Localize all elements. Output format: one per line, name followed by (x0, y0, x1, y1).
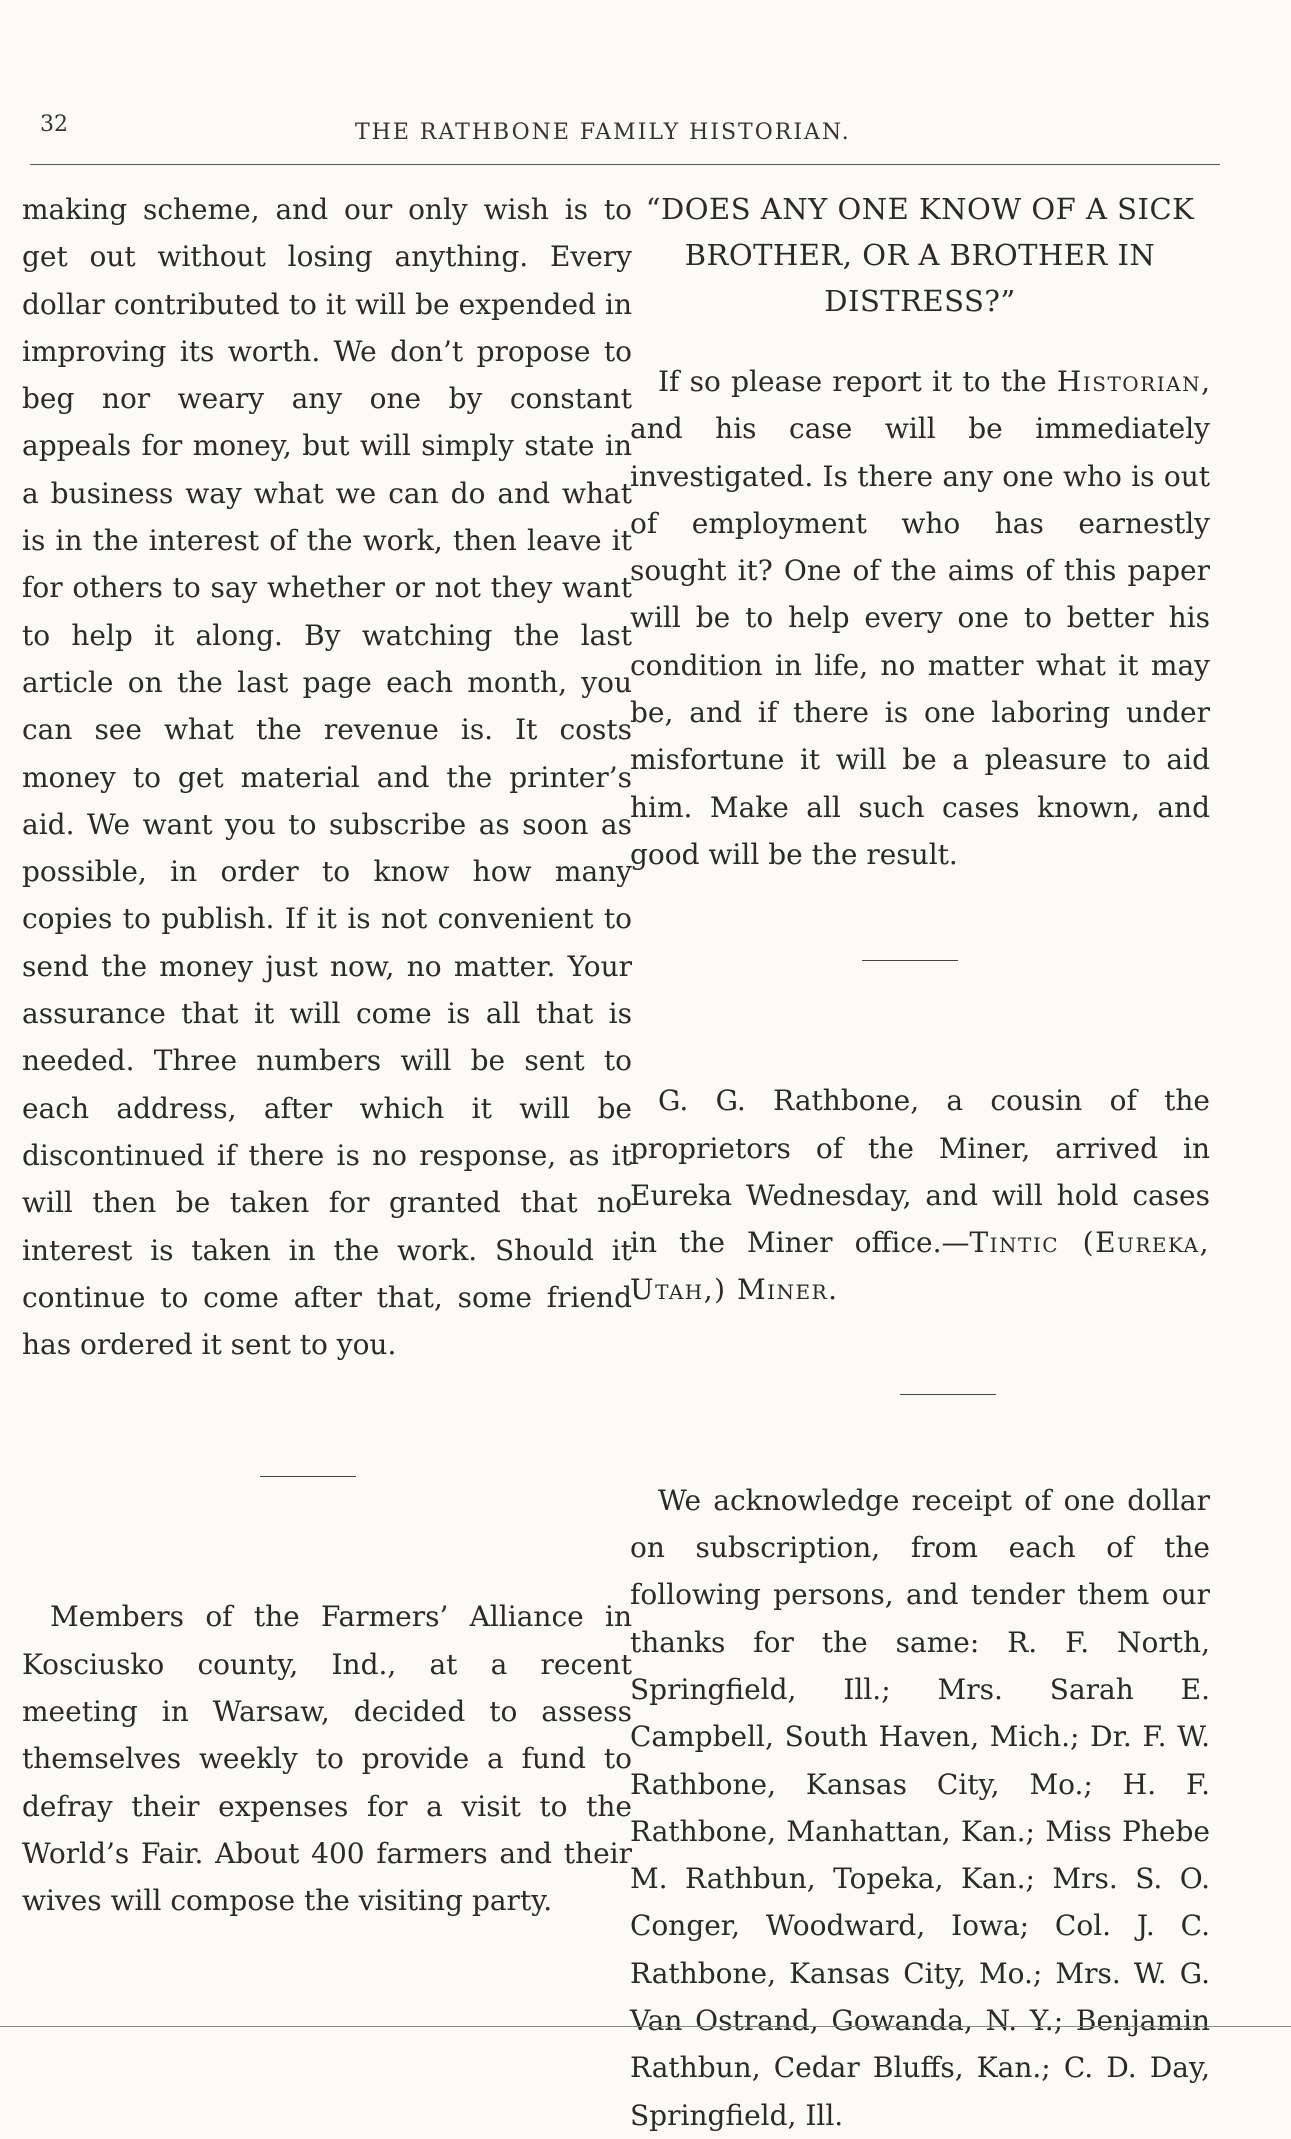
notice-body-rest: , and his case will be immediately investigated. Is there any one who is out of employment who has earnestly sought it? One of the aims of this paper will be to help every one to better his condition in life, no matter what it may be, and if there is one laboring under misfortune it will be a pleasure to aid him. Make all such cases known, and good will be the result. (630, 365, 1210, 871)
running-head: THE RATHBONE FAMILY HISTORIAN. (355, 120, 851, 145)
notice-body-start: If so please report it to the (658, 365, 1057, 398)
section-divider (862, 960, 958, 961)
header-rule (30, 164, 1220, 165)
section-divider (260, 1476, 356, 1477)
notice-heading: “DOES ANY ONE KNOW OF A SICK BROTHER, OR A BROTHER IN DISTRESS?” (645, 192, 1195, 318)
acknowledgement-item: We acknowledge receipt of one dollar on subscription, from each of the following persons, and tender them our thanks for the same: R. F. North, Springfield, Ill.; Mrs. Sarah E. Campbell, South Haven, Mich.; Dr. F. W. Rathbone, Kansas City, Mo.; H. F. Rathbone, Manhattan, Kan.; Miss Phebe M. Rathbun, Topeka, Kan.; Mrs. S. O. Conger, Woodward, Iowa; Col. J. C. Rathbone, Kansas City, Mo.; Mrs. W. G. Van Ostrand, Gowanda, N. Y.; Benjamin Rathbun, Cedar Bluffs, Kan.; C. D. Day, Springfield, Ill. (630, 1483, 1210, 2132)
continued-paragraph: making scheme, and our only wish is to get out without losing anything. Every dollar contributed to it will be expended in improving its worth. We don’t propose to beg nor weary any one by constant appeals for money, but will simply state in a business way what we can do and what is in the interest of the work, then leave it for others to say whether or not they want to help it along. By watching the last article on the last page each month, you can see what the revenue is. It costs money to get material and the printer’s aid. We want you to subscribe as soon as possible, in order to know how many copies to publish. If it is not convenient to send the money just now, no matter. Your assurance that it will come is all that is needed. Three numbers will be sent to each address, after which it will be discontinued if there is no response, as it will then be taken for granted that no interest is taken in the work. Should it continue to come after that, some friend has ordered it sent to you. (22, 193, 632, 1362)
historian-name: Historian (1056, 365, 1202, 398)
bottom-rule (0, 2026, 1291, 2027)
section-divider (900, 1394, 996, 1395)
right-column (630, 186, 1210, 2139)
rathbone-item (630, 1077, 1210, 1313)
left-column (22, 186, 632, 1925)
page-number: 32 (40, 112, 68, 137)
rathbone-item-text: G. G. Rathbone, a cousin of the proprietors of the Miner, arrived in Eureka Wednesday, and will hold cases in the Miner office.— (630, 1084, 1210, 1260)
notice-body (630, 358, 1210, 878)
farmers-alliance-item: Members of the Farmers’ Alliance in Kosciusko county, Ind., at a recent meeting in Warsaw, decided to assess themselves weekly to provide a fund to defray their expenses for a visit to the World’s Fair. About 400 farmers and their wives will compose the visiting party. (22, 1600, 632, 1918)
rathbone-item-source: Tintic (Eureka, Utah,) Miner. (630, 1226, 1211, 1307)
